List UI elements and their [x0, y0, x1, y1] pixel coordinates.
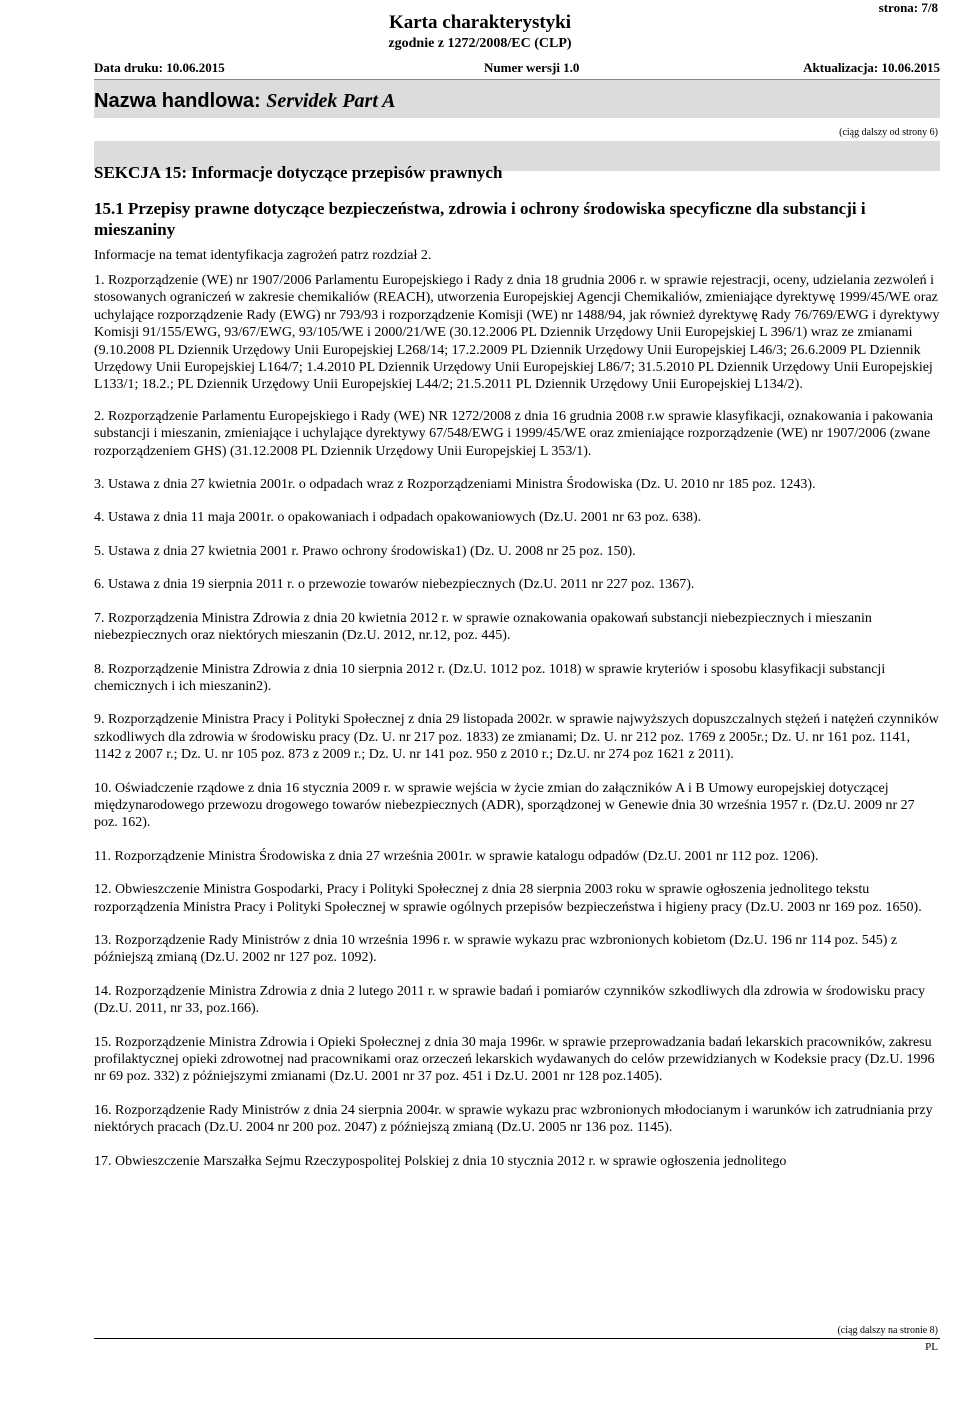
regulation-item: 8. Rozporządzenie Ministra Zdrowia z dnia 10 sierpnia 2012 r. (Dz.U. 1012 poz. 1018) w sprawie kryteriów i sposobu klasyfikacji substancji chemicznych i ich mieszanin2). — [94, 661, 886, 694]
regulation-item: 4. Ustawa z dnia 11 maja 2001r. o opakowaniach i odpadach opakowaniowych (Dz.U. 2001 nr 63 poz. 638). — [94, 510, 702, 526]
regulation-item: 17. Obwieszczenie Marszałka Sejmu Rzeczypospolitej Polskiej z dnia 10 stycznia 2012 r. w sprawie ogłoszenia jednolitego — [94, 1153, 787, 1169]
regulation-item: 7. Rozporządzenia Ministra Zdrowia z dnia 20 kwietnia 2012 r. w sprawie oznakowania opakowań substancji niebezpiecznych i mieszanin niebezpiecznych oraz niektórych mieszanin (Dz.U. 2012, nr.12, poz. 445). — [94, 610, 872, 644]
document-title: Karta charakterystyki — [388, 12, 572, 33]
trade-name — [94, 90, 396, 113]
footer-divider — [94, 1338, 940, 1339]
regulation-item: 15. Rozporządzenie Ministra Zdrowia i Opieki Społecznej z dnia 30 maja 1996r. w sprawie przeprowadzania badań lekarskich pracowników, zakresu profilaktycznej opieki zdrowotnej nad pracownikami oraz orzeczeń lekarskich wydawanych do celów przewidzianych w Kodeksie pracy (Dz.U. 1996 nr 69 poz. 332) z późniejszymi zmianami (Dz.U. 2001 nr 37 poz. 451 i Dz.U. 2001 nr 128 poz.1405). — [94, 1034, 935, 1085]
trade-name-bar — [94, 79, 940, 118]
section-bar — [94, 141, 940, 182]
regulations-list — [94, 272, 940, 1186]
update-date: Aktualizacja: 10.06.2015 — [803, 60, 940, 75]
trade-name-label: Nazwa handlowa: — [94, 90, 267, 112]
print-date: Data druku: 10.06.2015 — [94, 60, 225, 75]
page-number: strona: 7/8 — [878, 0, 938, 15]
hazard-info-line: Informacje na temat identyfikacja zagrożeń patrz rozdział 2. — [94, 248, 432, 263]
regulation-item: 5. Ustawa z dnia 27 kwietnia 2001 r. Prawo ochrony środowiska1) (Dz. U. 2008 nr 25 poz. 150). — [94, 543, 636, 559]
regulation-item: 2. Rozporządzenie Parlamentu Europejskiego i Rady (WE) NR 1272/2008 z dnia 16 grudnia 2008 r.w sprawie klasyfikacji, oznakowania i pakowania substancji i mieszanin, zmieniające i uchylające dyrektywy 67/548/EWG i 1999/45/WE oraz zmieniające rozporządzenie (WE) nr 1907/2006 (zwane rozporządzeniem GHS) (31.12.2008 PL Dziennik Urzędowy Unii Europejskiej L 353/1). — [94, 408, 933, 459]
regulation-item: 6. Ustawa z dnia 19 sierpnia 2011 r. o przewozie towarów niebezpiecznych (Dz.U. 2011 nr 227 poz. 1367). — [94, 577, 695, 593]
regulation-item: 13. Rozporządzenie Rady Ministrów z dnia 10 września 1996 r. w sprawie wykazu prac wzbronionych kobietom (Dz.U. 196 nr 114 poz. 545) z późniejszą zmianą (Dz.U. 2002 nr 127 poz. 1092). — [94, 932, 898, 966]
continued-from-note: (ciąg dalszy od strony 6) — [839, 127, 938, 138]
trade-name-value: Servidek Part A — [266, 90, 396, 112]
subsection-title: 15.1 Przepisy prawne dotyczące bezpieczeństwa, zdrowia i ochrony środowiska specyficzne dla substancji i mieszaniny — [94, 199, 866, 239]
meta-row — [94, 60, 940, 80]
regulation-item: 14. Rozporządzenie Ministra Zdrowia z dnia 2 lutego 2011 r. w sprawie badań i pomiarów czynników szkodliwych dla zdrowia w środowisku pracy (Dz.U. 2011, nr 33, poz.166). — [94, 983, 926, 1017]
section-title: SEKCJA 15: Informacje dotyczące przepisów prawnych — [94, 163, 503, 182]
document-subtitle: zgodnie z 1272/2008/EC (CLP) — [388, 36, 572, 51]
regulation-item: 10. Oświadczenie rządowe z dnia 16 stycznia 2009 r. w sprawie wejścia w życie zmian do załączników A i B Umowy europejskiej dotyczącej międzynarodowego przewozu drogowego towarów niebezpiecznych (ADR), sporządzonej w Genewie dnia 30 września 1957 r. (Dz.U. 2009 nr 27 poz. 162). — [94, 780, 915, 831]
regulation-item: 16. Rozporządzenie Rady Ministrów z dnia 24 sierpnia 2004r. w sprawie wykazu prac wzbronionych młodocianym i warunków ich zatrudniania przy niektórych pracach (Dz.U. 2004 nr 200 poz. 2047) z późniejszą zmianą (Dz.U. 2005 nr 136 poz. 1145). — [94, 1102, 933, 1136]
regulation-item: 1. Rozporządzenie (WE) nr 1907/2006 Parlamentu Europejskiego i Rady z dnia 18 grudnia 2006 r. w sprawie rejestracji, oceny, udzielania zezwoleń i stosowanych ograniczeń w zakresie chemikaliów (REACH), utworzenia Europejskiej Agencji Chemikaliów, zmieniające dyrektywę 1999/45/WE oraz uchylające rozporządzenie Rady (EWG) nr 793/93 i rozporządzenie Komisji (WE) nr 1488/94, jak również dyrektywę Rady 76/769/EWG i dyrektywy Komisji 91/155/EWG, 93/67/EWG, 93/105/WE i 2000/21/WE (30.12.2006 PL Dziennik Urzędowy Unii Europejskiej L 396/1) wraz ze zmianami (9.10.2008 PL Dziennik Urzędowy Unii Europejskiej L268/14; 17.2.2009 PL Dziennik Urzędowy Unii Europejskiej L46/3; 26.6.2009 PL Dziennik Urzędowy Unii Europejskiej L164/7; 1.4.2010 PL Dziennik Urzędowy Unii Europejskiej L86/7; 31.5.2010 PL Dziennik Urzędowy Unii Europejskiej L133/1; 18.2.; PL Dziennik Urzędowy Unii Europejskiej L44/2; 21.5.2011 PL Dziennik Urzędowy Unii Europejskiej L134/2). — [94, 273, 940, 393]
regulation-item: 9. Rozporządzenie Ministra Pracy i Polityki Społecznej z dnia 29 listopada 2002r. w sprawie najwyższych dopuszczalnych stężeń i natężeń czynników szkodliwych dla zdrowia w środowisku pracy (Dz. U. nr 217 poz. 1833) ze zmianami; Dz. U. nr 212 poz. 1769 z 2005r.; Dz. U. nr 161 poz. 1141, 1142 z 2007 r.; Dz. U. nr 105 poz. 873 z 2009 r.; Dz. U. nr 141 poz. 950 z 2010 r.; Dz.U. nr 274 poz 1621 z 2011). — [94, 712, 939, 763]
continued-to-note: (ciąg dalszy na stronie 8) — [837, 1325, 938, 1336]
regulation-item: 11. Rozporządzenie Ministra Środowiska z dnia 27 września 2001r. w sprawie katalogu odpadów (Dz.U. 2001 nr 112 poz. 1206). — [94, 848, 819, 864]
footer-language: PL — [925, 1341, 938, 1353]
regulation-item: 3. Ustawa z dnia 27 kwietnia 2001r. o odpadach wraz z Rozporządzeniami Ministra Środowiska (Dz. U. 2010 nr 185 poz. 1243). — [94, 477, 816, 493]
version-number: Numer wersji 1.0 — [484, 60, 580, 75]
regulation-item: 12. Obwieszczenie Ministra Gospodarki, Pracy i Polityki Społecznej z dnia 28 sierpnia 2003 roku w sprawie ogłoszenia jednolitego tekstu rozporządzenia Ministra Pracy i Polityki Społecznej w sprawie ogólnych przepisów bezpieczeństwa i higieny pracy (Dz.U. 2003 nr 169 poz. 1650). — [94, 882, 922, 915]
